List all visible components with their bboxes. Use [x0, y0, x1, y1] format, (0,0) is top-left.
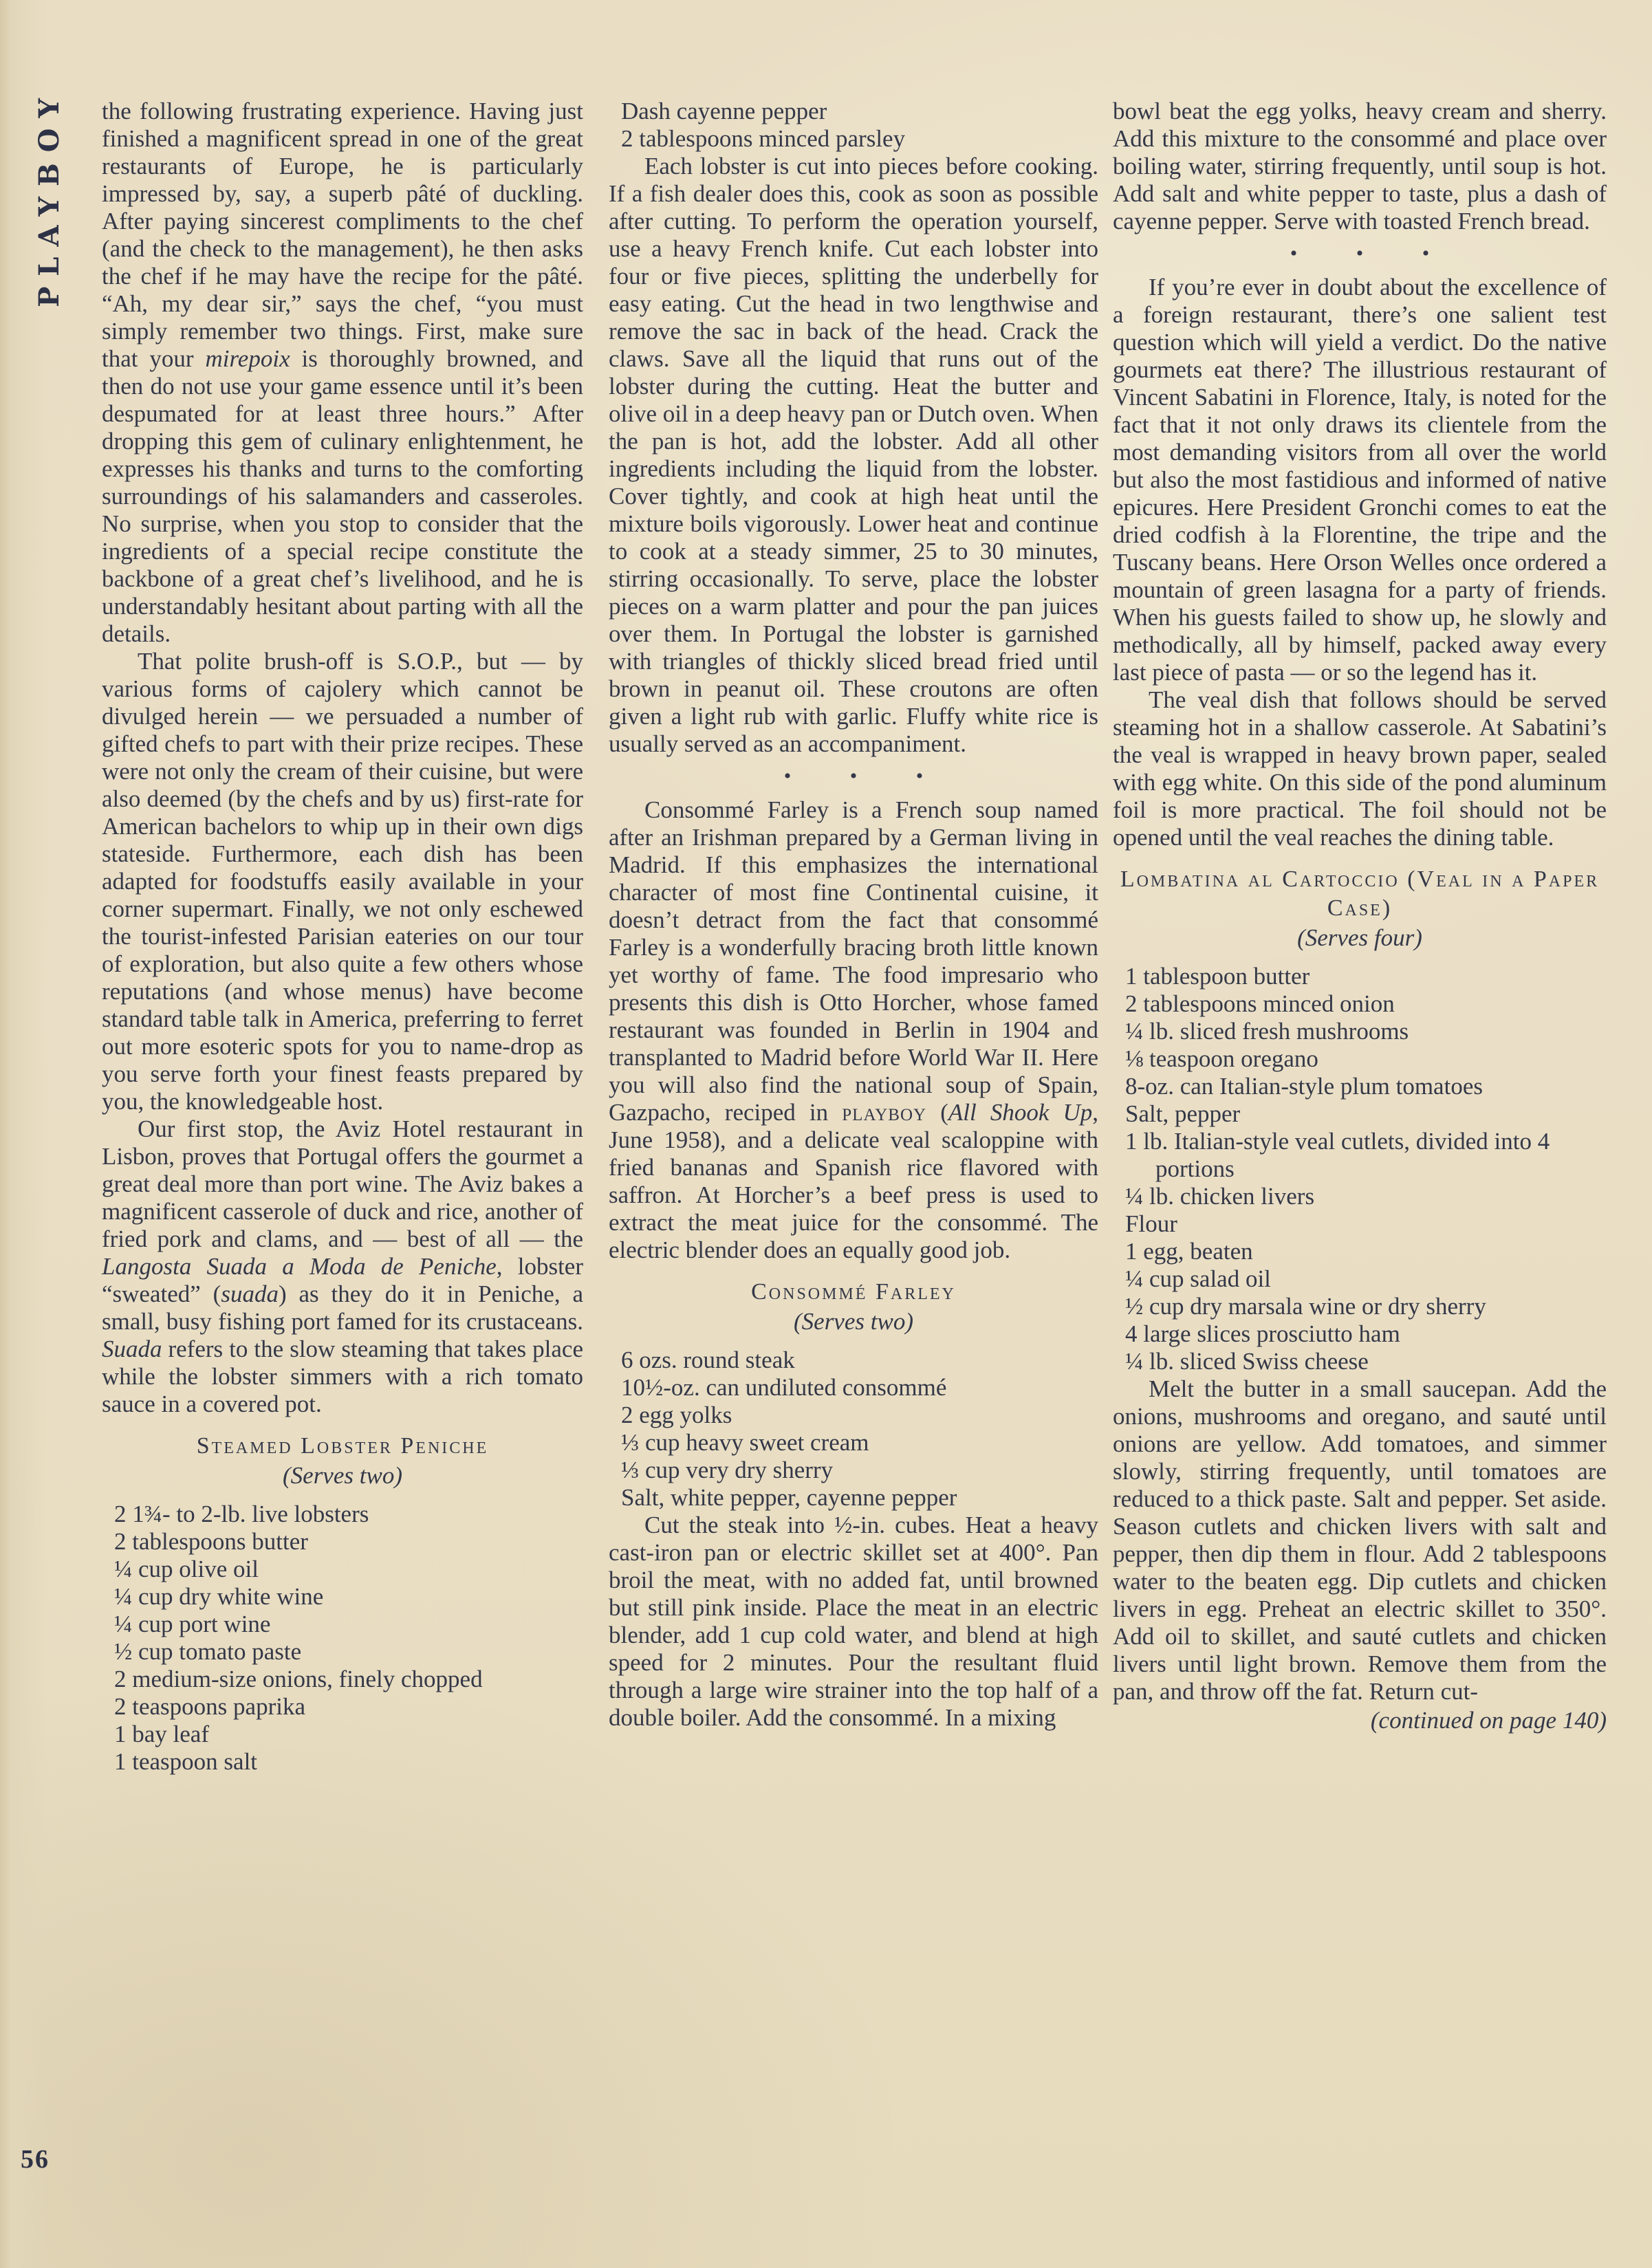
ingredient-line: 8-oz. can Italian-style plum tomatoes: [1125, 1073, 1483, 1100]
serves-note: (Serves two): [794, 1308, 913, 1335]
ingredient-line: 6 ozs. round steak: [621, 1346, 795, 1373]
ingredient-line: ¼ cup salad oil: [1125, 1265, 1271, 1292]
body-paragraph: [1113, 686, 1607, 851]
ingredient-line: ½ cup dry marsala wine or dry sherry: [1125, 1293, 1486, 1320]
text-column-3: [1113, 98, 1607, 1734]
ingredient-line: 1 tablespoon butter: [1125, 963, 1310, 990]
recipe-title: Steamed Lobster Peniche: [196, 1433, 489, 1459]
ingredient-line: 2 teaspoons paprika: [114, 1693, 305, 1720]
text-column-2: [609, 98, 1098, 1732]
ingredient-line: 2 tablespoons minced onion: [1125, 990, 1395, 1017]
ingredient-line: ½ cup tomato paste: [114, 1638, 302, 1665]
text-run: suada: [221, 1280, 279, 1307]
text-run: That polite brush-off is S.O.P., but — by various forms of cajolery which cannot be divulged herein — we persuaded a number of gifted chefs to part with their prize recipes. These were not only the cream of their cuisine, but were also deemed (by the chefs and by us) first-rate for American bachelors to whip up in their own digs stateside. Furthermore, each dish has been adapted for foodstuffs easily available in your corner supermart. Finally, we not only eschewed the tourist-infested Parisian eateries on our tour of exploration, but also quite a few others whose reputations (and whose menus) have become standard table talk in America, preferring to ferret out more esoteric spots for you to name-drop as you serve forth your finest feasts prepared by you, the knowledgeable host.: [102, 648, 583, 1115]
body-paragraph: [609, 796, 1098, 1264]
recipe-title: Consommé Farley: [751, 1279, 956, 1305]
text-column-1: [102, 98, 583, 1776]
recipe-title: Lombatina al Cartoccio (Veal in a Paper Case): [1120, 866, 1600, 921]
ingredient-line: ¼ lb. chicken livers: [1125, 1183, 1315, 1210]
ingredient-line: Dash cayenne pepper: [621, 98, 827, 124]
page-number: 56: [21, 2145, 50, 2174]
body-paragraph: [1113, 1375, 1607, 1705]
magazine-spine-title: PLAYBOY: [33, 88, 65, 307]
ingredient-line: 2 tablespoons butter: [114, 1528, 308, 1555]
ingredient-line: ⅓ cup very dry sherry: [621, 1457, 834, 1483]
ingredient-line: ¼ lb. sliced fresh mushrooms: [1125, 1018, 1409, 1045]
ingredient-line: ⅛ teaspoon oregano: [1125, 1045, 1318, 1072]
text-run: Langosta Suada a Moda de Peniche: [102, 1253, 497, 1280]
section-separator: • • •: [783, 765, 924, 787]
text-run: Melt the butter in a small saucepan. Add the onions, mushrooms and oregano, and sauté until onions are yellow. Add tomatoes, and simmer slowly, stirring frequently, until tomatoes are reduced to a thick paste. Salt and pepper. Set aside. Season cutlets and chicken livers with salt and pepper, then dip them in flour. Add 2 tablespoons water to the beaten egg. Dip cutlets and chicken livers in egg. Preheat an electric skillet to 350°. Add oil to skillet, and sauté cutlets and chicken livers until light brown. Remove them from the pan, and throw off the fat. Return cut-: [1113, 1375, 1607, 1705]
ingredient-line: 10½-oz. can undiluted consommé: [621, 1374, 947, 1401]
text-run: mirepoix: [205, 345, 290, 372]
ingredient-line: Salt, pepper: [1125, 1100, 1241, 1127]
text-run: ) as they do it in Peniche, a small, busy fishing port famed for its crustaceans.: [102, 1280, 583, 1335]
ingredient-line: 1 egg, beaten: [1125, 1238, 1253, 1265]
text-run: Cut the steak into ½-in. cubes. Heat a heavy cast-iron pan or electric skillet set at 400°. Pan broil the meat, with no added fat, until browned but still pink inside. Place the meat in an electric blender, add 1 cup cold water, and blend at high speed for 2 minutes. Pour the resultant fluid through a large wire strainer into the top half of a double boiler. Add the consommé. In a mixing: [609, 1512, 1098, 1731]
ingredient-line: 4 large slices prosciutto ham: [1125, 1320, 1400, 1347]
serves-note: (Serves four): [1297, 924, 1422, 951]
body-paragraph: [102, 98, 583, 648]
text-run: , June 1958), and a delicate veal scaloppine with fried bananas and Spanish rice flavored with saffron. At Horcher’s a beef press is used to extract the meat juice for the consommé. The electric blender does an equally good job.: [609, 1099, 1099, 1263]
text-run: playboy: [842, 1099, 927, 1126]
continued-note: (continued on page 140): [1370, 1707, 1607, 1734]
section-separator: • • •: [1290, 242, 1430, 265]
text-run: Each lobster is cut into pieces before cooking. If a fish dealer does this, cook as soon as possible after cutting. To perform the operation yourself, use a heavy French knife. Cut each lobster into four or five pieces, splitting the underbelly for easy eating. Cut the head in two lengthwise and remove the sac in back of the head. Crack the claws. Save all the liquid that runs out of the lobster during the cutting. Heat the butter and olive oil in a deep heavy pan or Dutch oven. When the pan is hot, add the lobster. Add all other ingredients including the liquid from the lobster. Cover tightly, and cook at high heat until the mixture boils vigorously. Lower heat and continue to cook at a steady simmer, 25 to 30 minutes, stirring occasionally. To serve, place the lobster pieces on a warm platter and pour the pan juices over them. In Portugal the lobster is garnished with triangles of thickly sliced bread fried until brown in peanut oil. These croutons are often given a light rub with garlic. Fluffy white rice is usually served as an accompaniment.: [609, 153, 1098, 757]
ingredient-line: 1 teaspoon salt: [114, 1748, 258, 1775]
ingredient-line: 1 lb. Italian-style veal cutlets, divided into 4 portions: [1125, 1128, 1550, 1182]
text-run: If you’re ever in doubt about the excellence of a foreign restaurant, there’s one salient test question which will yield a verdict. Do the native gourmets eat there? The illustrious restaurant of Vincent Sabatini in Florence, Italy, is noted for the fact that it not only draws its clientele from the most demanding visitors from all over the world but also the most fastidious and informed of native epicures. Here President Gronchi comes to eat the dried codfish à la Florentine, the tripe and the Tuscany beans. Here Orson Welles once ordered a mountain of green lasagna for a party of friends. When his guests failed to show up, he slowly and methodically, all by himself, packed away every last piece of pasta — or so the legend has it.: [1113, 274, 1607, 686]
text-run: Our first stop, the Aviz Hotel restaurant in Lisbon, proves that Portugal offers the gourmet a great deal more than port wine. The Aviz bakes a magnificent casserole of duck and rice, another of fried pork and clams, and — best of all — the: [102, 1115, 583, 1252]
text-run: refers to the slow steaming that takes place while the lobster simmers with a rich tomato sauce in a covered pot.: [102, 1335, 583, 1417]
ingredient-line: 2 medium-size onions, finely chopped: [114, 1666, 483, 1692]
serves-note: (Serves two): [283, 1462, 402, 1489]
body-paragraph: [1113, 274, 1607, 686]
ingredient-line: 2 1¾- to 2-lb. live lobsters: [114, 1501, 369, 1527]
text-run: bowl beat the egg yolks, heavy cream and sherry. Add this mixture to the consommé and place over boiling water, stirring frequently, until soup is hot. Add salt and white pepper to taste, plus a dash of cayenne pepper. Serve with toasted French bread.: [1113, 98, 1607, 235]
text-run: Consommé Farley is a French soup named after an Irishman prepared by a German living in Madrid. If this emphasizes the international character of most fine Continental cuisine, it doesn’t detract from the fact that consommé Farley is a wonderfully bracing broth little known yet worthy of fame. The food impresario who presents this dish is Otto Horcher, whose famed restaurant was founded in Berlin in 1904 and transplanted to Madrid before World War II. Here you will also find the national soup of Spain, Gazpacho, reciped in: [609, 796, 1098, 1126]
ingredient-line: ⅓ cup heavy sweet cream: [621, 1429, 869, 1456]
text-run: , lobster “sweated” (: [102, 1253, 583, 1307]
text-run: The veal dish that follows should be served steaming hot in a shallow casserole. At Sabatini’s the veal is wrapped in heavy brown paper, sealed with egg white. On this side of the pond aluminum foil is more practical. The foil should not be opened until the veal reaches the dining table.: [1113, 686, 1607, 851]
text-run: is thoroughly browned, and then do not use your game essence until it’s been despumated for at least three hours.” After dropping this gem of culinary enlightenment, he expresses his thanks and turns to the comforting surroundings of his salamanders and casseroles. No surprise, when you stop to consider that the ingredients of a special recipe constitute the backbone of a great chef’s livelihood, and he is understandably hesitant about parting with all the details.: [102, 345, 583, 647]
body-paragraph: [102, 648, 583, 1115]
body-paragraph: [1113, 98, 1607, 235]
ingredient-line: Flour: [1125, 1210, 1177, 1237]
body-paragraph: [609, 153, 1098, 758]
ingredient-line: ¼ lb. sliced Swiss cheese: [1125, 1348, 1369, 1375]
text-run: (: [926, 1099, 948, 1126]
body-paragraph: [609, 1512, 1098, 1732]
ingredient-line: ¼ cup olive oil: [114, 1556, 259, 1582]
text-run: All Shook Up: [948, 1099, 1093, 1126]
ingredient-line: ¼ cup port wine: [114, 1611, 271, 1637]
ingredient-line: 2 egg yolks: [621, 1402, 732, 1428]
ingredient-line: 2 tablespoons minced parsley: [621, 125, 906, 152]
ingredient-line: Salt, white pepper, cayenne pepper: [621, 1484, 957, 1511]
body-paragraph: [102, 1115, 583, 1418]
ingredient-line: ¼ cup dry white wine: [114, 1583, 324, 1610]
text-run: the following frustrating experience. Having just finished a magnificent spread in one of the great restaurants of Europe, he is particularly impressed by, say, a superb pâté of duckling. After paying sincerest compliments to the chef (and the check to the management), he then asks the chef if he may have the recipe for the pâté. “Ah, my dear sir,” says the chef, “you must simply remember two things. First, make sure that your: [102, 98, 583, 372]
ingredient-line: 1 bay leaf: [114, 1721, 209, 1747]
text-run: Suada: [102, 1335, 162, 1362]
